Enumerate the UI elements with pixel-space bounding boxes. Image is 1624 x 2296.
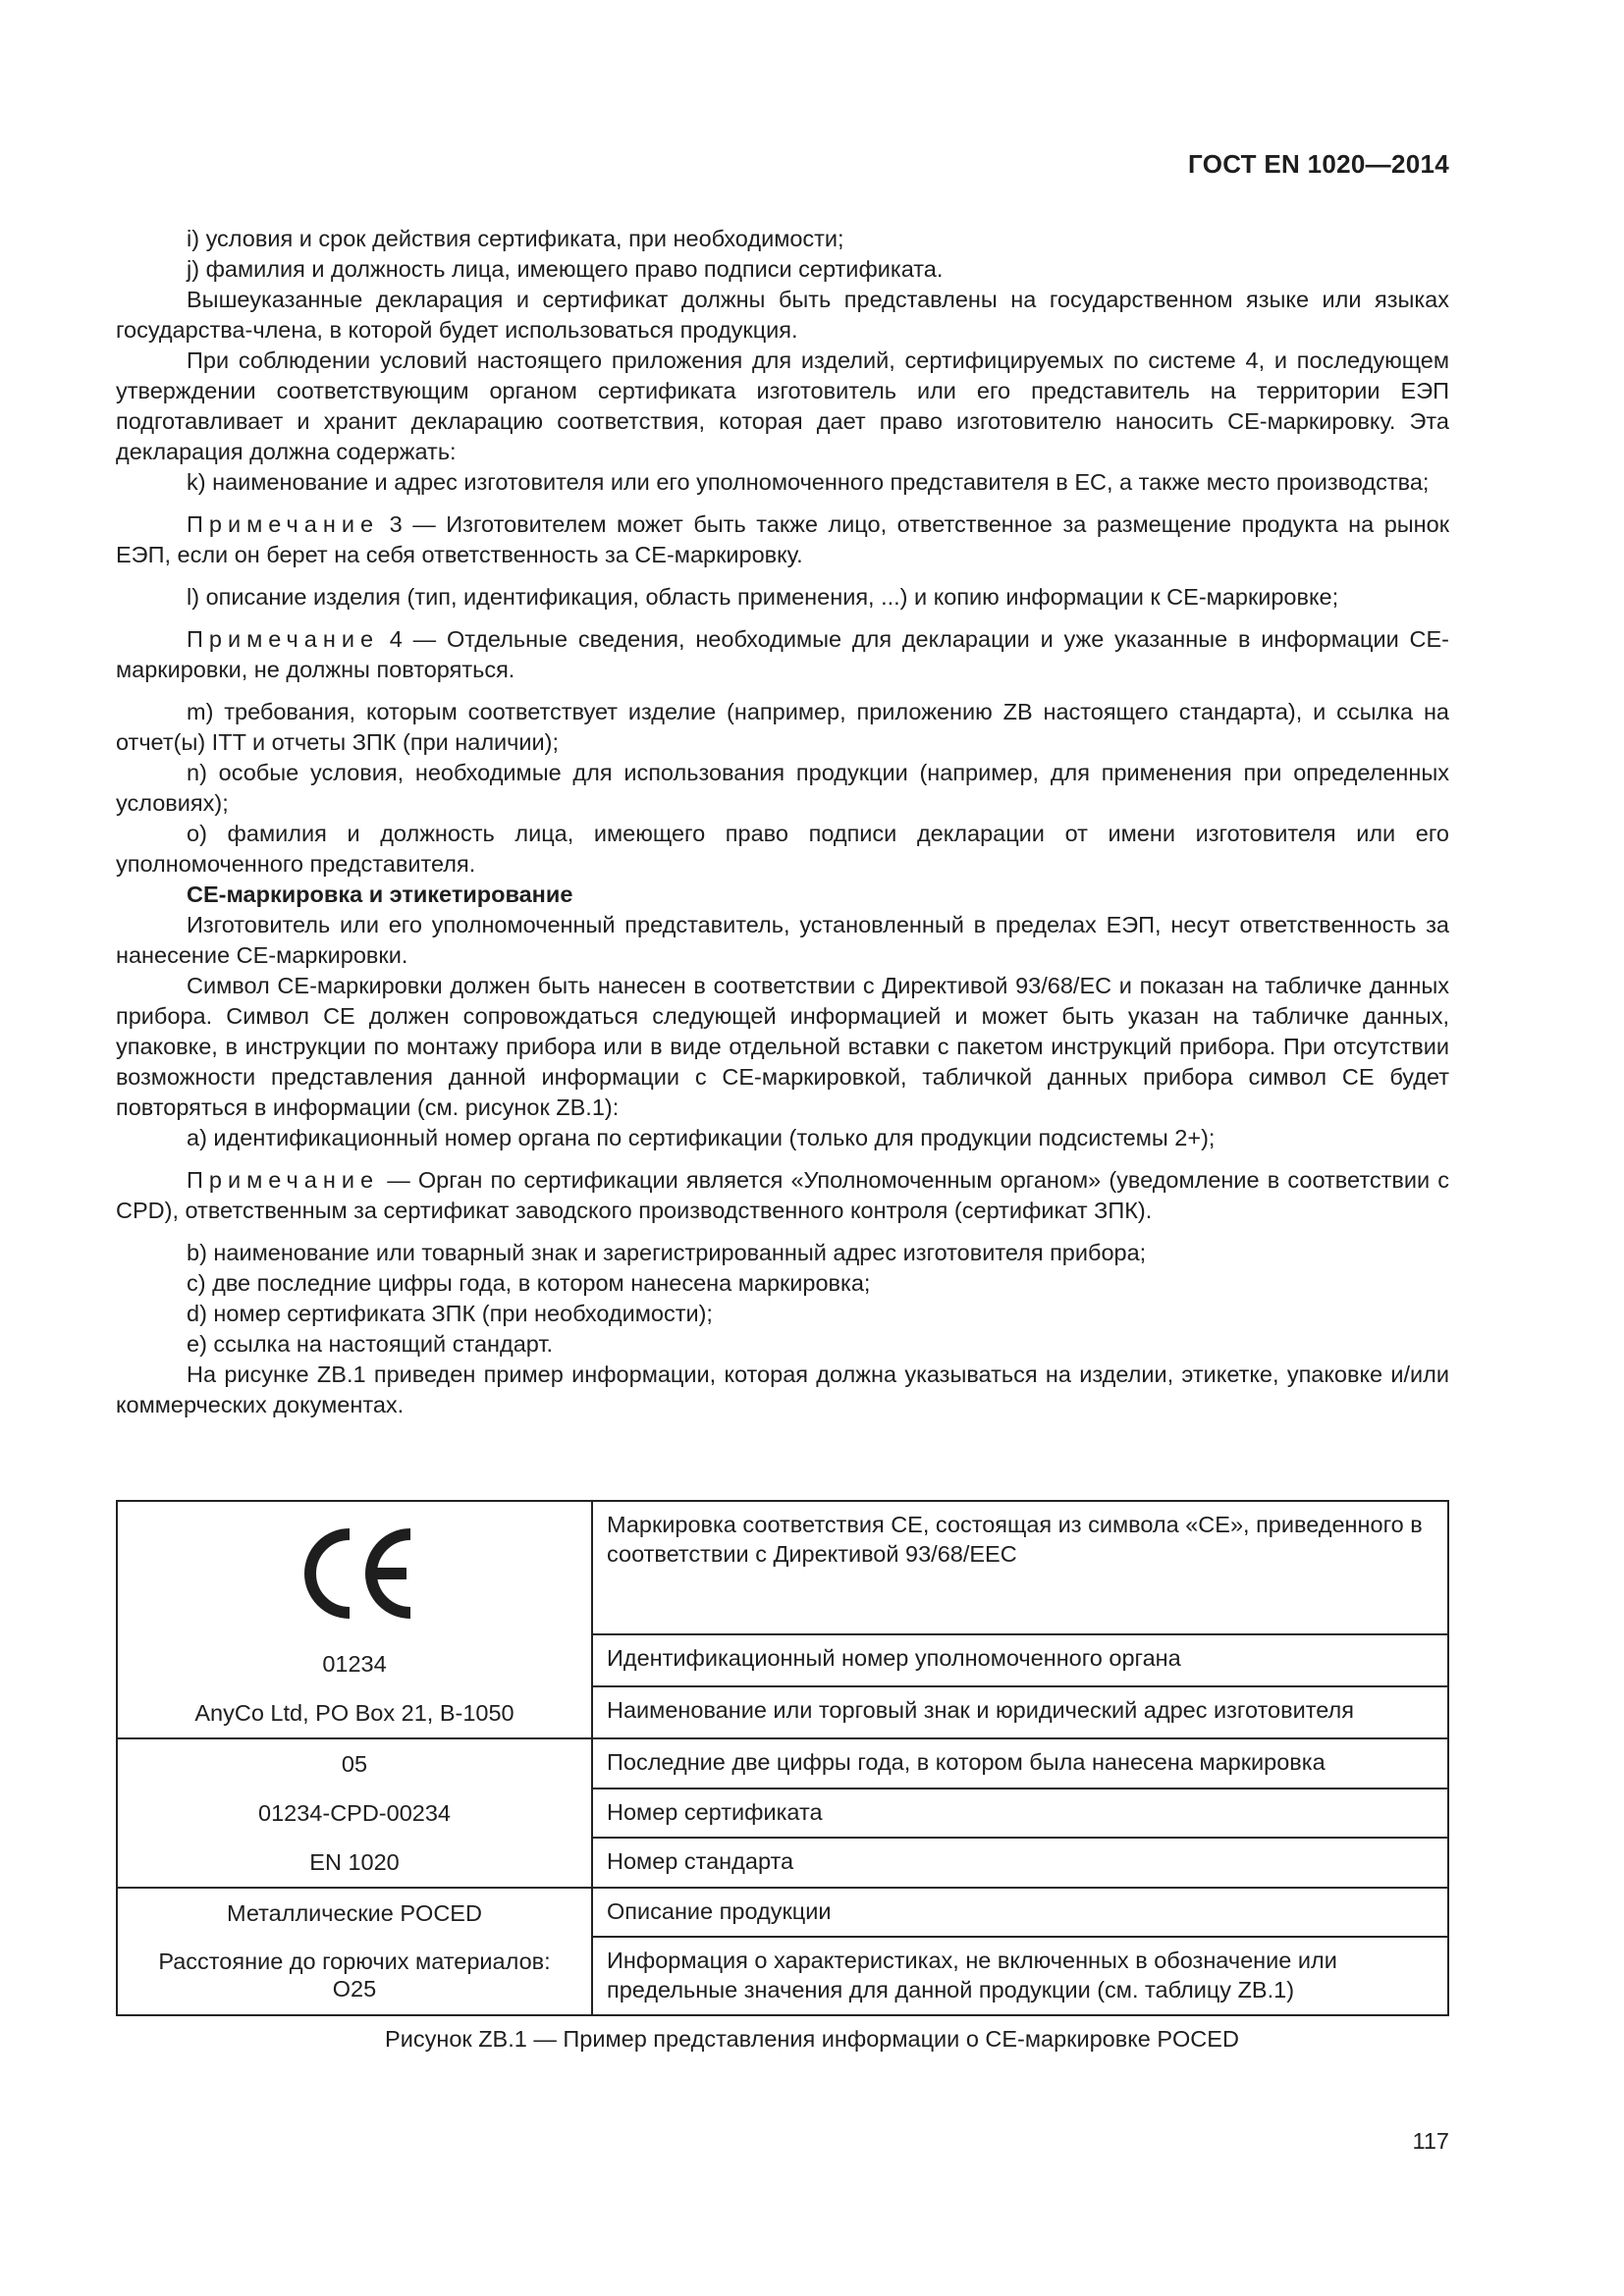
paragraph: c) две последние цифры года, в котором нанесена маркировка; [187, 1270, 871, 1296]
table-cell-right: Номер сертификата [592, 1789, 1448, 1839]
note-text: 3 — Изготовителем может быть также лицо, ответственное за размещение продукта на рынок ЕЭП, если он берет на себя ответственность за СЕ-маркировку. [116, 511, 1449, 567]
paragraph: m) требования, которым соответствует изделие (например, приложению ZB настоящего стандарта), и ссылка на отчет(ы) ITT и отчеты ЗПК (при наличии); [116, 699, 1449, 755]
ce-marking-table [116, 1500, 1449, 2016]
paragraph: j) фамилия и должность лица, имеющего право подписи сертификата. [187, 256, 944, 282]
paragraph: k) наименование и адрес изготовителя или его уполномоченного представителя в ЕС, а также место производства; [187, 469, 1430, 495]
note-4 [116, 624, 1449, 685]
paragraph: b) наименование или товарный знак и зарегистрированный адрес изготовителя прибора; [187, 1240, 1147, 1265]
section-heading: СЕ-маркировка и этикетирование [187, 881, 573, 907]
note-5 [116, 1165, 1449, 1226]
year-digits: 05 [341, 1751, 368, 1777]
paragraph: Символ СЕ-маркировки должен быть нанесен в соответствии с Директивой 93/68/ЕС и показан на табличке данных прибора. Символ СЕ должен сопровождаться следующей информацией и может быть указан на табличке данных, упаковке, в инструкции по монтажу прибора или в виде отдельной вставки с пакетом инструкций прибора. При отсутствии возможности представления данной информации с СЕ-маркировкой, табличкой данных прибора символ СЕ будет повторяться в информации (см. рисунок ZB.1): [116, 973, 1449, 1120]
note-text: — Орган по сертификации является «Уполномоченным органом» (уведомление в соответствии с CPD), ответственным за сертификат заводского производственного контроля (сертификат ЗПК). [116, 1167, 1449, 1223]
table-cell-right: Последние две цифры года, в котором была нанесена маркировка [592, 1738, 1448, 1789]
product-description: Металлические POCED [227, 1900, 482, 1926]
page-number: 117 [1412, 2128, 1449, 2154]
certificate-number: 01234-CPD-00234 [258, 1800, 451, 1826]
table-cell-left [117, 1888, 592, 2015]
table-cell-right: Маркировка соответствия СЕ, состоящая из символа «СЕ», приведенного в соответствии с Директивой 93/68/EEC [592, 1501, 1448, 1634]
paragraph: i) условия и срок действия сертификата, при необходимости; [187, 226, 844, 251]
note-text: 4 — Отдельные сведения, необходимые для декларации и уже указанные в информации СЕ-маркировки, не должны повторяться. [116, 626, 1449, 682]
manufacturer-address: AnyCo Ltd, PO Box 21, B-1050 [194, 1700, 514, 1726]
note-label: Примечание [187, 1167, 380, 1193]
table-cell-right: Информация о характеристиках, не включенных в обозначение или предельные значения для данной продукции (см. таблицу ZB.1) [592, 1937, 1448, 2015]
note-3 [116, 509, 1449, 570]
paragraph: a) идентификационный номер органа по сертификации (только для продукции подсистемы 2+); [187, 1125, 1216, 1150]
paragraph: Изготовитель или его уполномоченный представитель, установленный в пределах ЕЭП, несут ответственность за нанесение СЕ-маркировки. [116, 912, 1449, 968]
table-cell-left [117, 1501, 592, 1738]
table-cell-right: Идентификационный номер уполномоченного органа [592, 1634, 1448, 1686]
paragraph: o) фамилия и должность лица, имеющего право подписи декларации от имени изготовителя или его уполномоченного представителя. [116, 821, 1449, 877]
note-label: Примечание [187, 626, 380, 652]
body-text [116, 224, 1449, 1420]
table-cell-right: Номер стандарта [592, 1838, 1448, 1888]
paragraph: Вышеуказанные декларация и сертификат должны быть представлены на государственном языке или языках государства-члена, в которой будет использоваться продукция. [116, 287, 1449, 343]
paragraph: На рисунке ZB.1 приведен пример информации, которая должна указываться на изделии, этикетке, упаковке и/или коммерческих документах. [116, 1362, 1449, 1417]
document-code: ГОСТ EN 1020—2014 [1188, 149, 1449, 179]
paragraph: e) ссылка на настоящий стандарт. [187, 1331, 554, 1357]
distance-to-combustibles: Расстояние до горючих материалов: O25 [158, 1949, 551, 2002]
paragraph: n) особые условия, необходимые для использования продукции (например, для применения при определенных условиях); [116, 760, 1449, 816]
note-label: Примечание [187, 511, 380, 537]
table-cell-right: Наименование или торговый знак и юридический адрес изготовителя [592, 1686, 1448, 1738]
table-cell-right: Описание продукции [592, 1888, 1448, 1937]
paragraph: d) номер сертификата ЗПК (при необходимости); [187, 1301, 713, 1326]
standard-number: EN 1020 [309, 1849, 400, 1875]
paragraph: При соблюдении условий настоящего приложения для изделий, сертифицируемых по системе 4, и последующем утверждении соответствующим органом сертификата изготовитель или его представитель на территории ЕЭП подготавливает и хранит декларацию соответствия, которая дает право изготовителю наносить СЕ-маркировку. Эта декларация должна содержать: [116, 347, 1449, 464]
id-number: 01234 [322, 1651, 387, 1677]
paragraph: l) описание изделия (тип, идентификация, область применения, ...) и копию информации к СЕ-маркировке; [187, 584, 1339, 610]
figure-caption: Рисунок ZB.1 — Пример представления информации о СЕ-маркировке POCED [385, 2026, 1239, 2052]
table-cell-left [117, 1738, 592, 1888]
ce-mark-icon [291, 1520, 418, 1628]
